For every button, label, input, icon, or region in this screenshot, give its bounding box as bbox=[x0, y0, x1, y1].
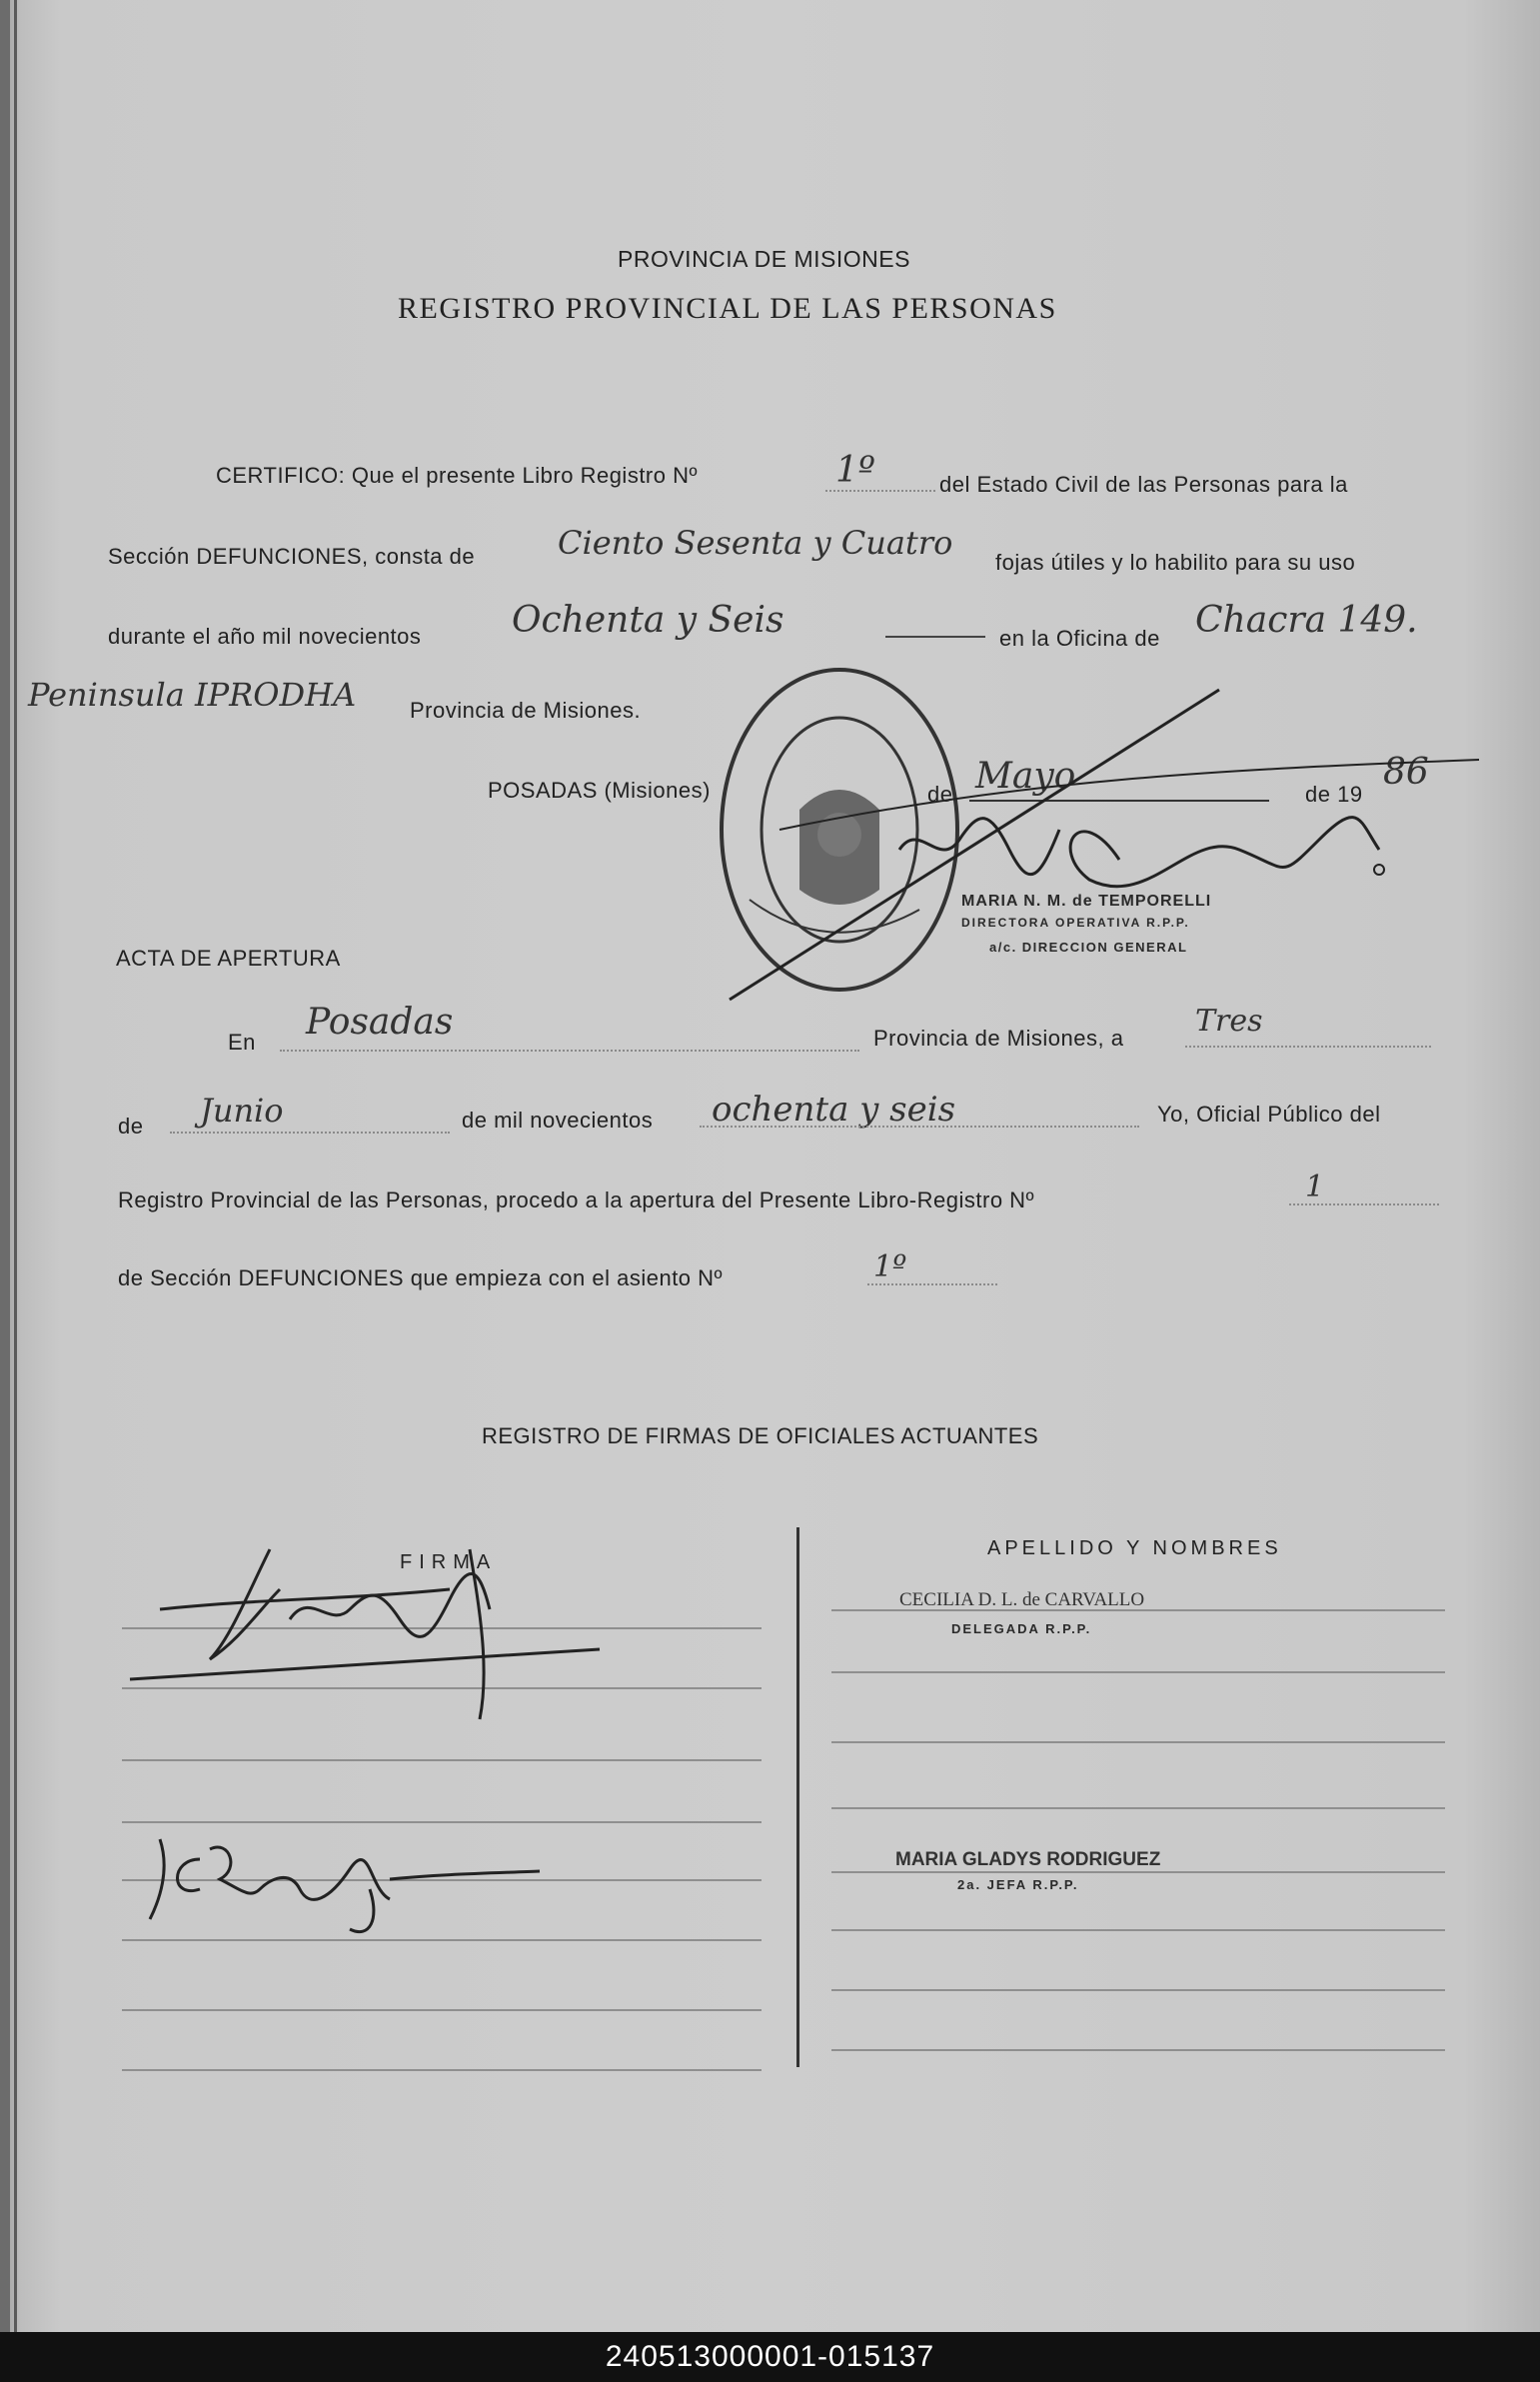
cert-line1-a: CERTIFICO: Que el presente Libro Registro Nº bbox=[216, 463, 699, 488]
cert-line3-b: en la Oficina de bbox=[999, 626, 1160, 651]
registry-heading: REGISTRO PROVINCIAL DE LAS PERSONAS bbox=[398, 292, 1057, 325]
nombre-line-2 bbox=[831, 1671, 1445, 1673]
acta-l2-b: de mil novecientos bbox=[462, 1108, 654, 1133]
cert-line3-hand: Ochenta y Seis bbox=[512, 600, 784, 641]
cert-line2-a: Sección DEFUNCIONES, consta de bbox=[108, 544, 476, 569]
officer-2-name: MARIA GLADYS RODRIGUEZ bbox=[895, 1849, 1161, 1870]
acta-l2-c: Yo, Oficial Público del bbox=[1157, 1102, 1381, 1127]
acta-l3: Registro Provincial de las Personas, procedo a la apertura del Presente Libro-Registro Nº bbox=[118, 1188, 1035, 1212]
officer-1-role: DELEGADA R.P.P. bbox=[951, 1621, 1092, 1636]
cert-line1-b: del Estado Civil de las Personas para la bbox=[939, 472, 1348, 497]
acta-l3-hand: 1 bbox=[1305, 1170, 1325, 1204]
cert-line3-a: durante el año mil novecientos bbox=[108, 624, 422, 649]
firma-line-6 bbox=[122, 1939, 762, 1941]
cert-line4-b: Provincia de Misiones. bbox=[410, 698, 642, 723]
cert-line2-hand: Ciento Sesenta y Cuatro bbox=[558, 524, 953, 562]
acta-l2-hand: Junio bbox=[200, 1092, 284, 1130]
firma-line-8 bbox=[122, 2069, 762, 2071]
binding-shadow bbox=[0, 0, 10, 2332]
cert-line3-hand2: Chacra 149. bbox=[1195, 600, 1418, 641]
firma-line-3 bbox=[122, 1759, 762, 1761]
acta-l4-hand: 1º bbox=[873, 1249, 907, 1284]
acta-l2-blank bbox=[170, 1132, 450, 1134]
signature-1 bbox=[150, 1529, 610, 1729]
acta-l1-hand: Posadas bbox=[306, 1002, 454, 1043]
col-firma: FIRMA bbox=[400, 1551, 498, 1573]
cert-line4-hand: Peninsula IPRODHA bbox=[28, 676, 357, 714]
acta-l1-b: Provincia de Misiones, a bbox=[873, 1026, 1124, 1051]
nombre-line-7 bbox=[831, 1989, 1445, 1991]
place-month: Mayo bbox=[975, 756, 1076, 797]
nombre-line-3 bbox=[831, 1741, 1445, 1743]
place-year: 86 bbox=[1383, 752, 1429, 793]
acta-l1-blank2 bbox=[1185, 1046, 1431, 1048]
document-id: 240513000001-015137 bbox=[605, 2340, 935, 2373]
officer-2-role: 2a. JEFA R.P.P. bbox=[957, 1877, 1079, 1892]
column-divider bbox=[796, 1527, 799, 2067]
acta-heading: ACTA DE APERTURA bbox=[116, 946, 341, 971]
cert-line1-hand: 1º bbox=[835, 450, 875, 491]
nombre-line-6 bbox=[831, 1929, 1445, 1931]
place-de: de bbox=[927, 782, 953, 807]
nombre-line-5 bbox=[831, 1871, 1445, 1873]
page-edge bbox=[14, 0, 17, 2332]
firma-line-4 bbox=[122, 1821, 762, 1823]
acta-l4: de Sección DEFUNCIONES que empieza con el asiento Nº bbox=[118, 1265, 724, 1290]
director-title1: DIRECTORA OPERATIVA R.P.P. bbox=[961, 916, 1190, 930]
acta-l1-en: En bbox=[228, 1030, 256, 1055]
acta-l3-blank bbox=[1289, 1203, 1439, 1205]
place-label: POSADAS (Misiones) bbox=[488, 778, 711, 803]
acta-l2-blank2 bbox=[700, 1126, 1139, 1128]
col-nombres: APELLIDO Y NOMBRES bbox=[987, 1537, 1282, 1559]
cert-line3-dash bbox=[885, 636, 985, 638]
director-name: MARIA N. M. de TEMPORELLI bbox=[961, 893, 1212, 910]
signature-2 bbox=[140, 1829, 560, 1939]
nombre-line-8 bbox=[831, 2049, 1445, 2051]
acta-l4-blank bbox=[867, 1283, 997, 1285]
province-heading: PROVINCIA DE MISIONES bbox=[618, 246, 910, 272]
officer-1-name: CECILIA D. L. de CARVALLO bbox=[899, 1589, 1145, 1610]
acta-l2-hand2: ochenta y seis bbox=[712, 1090, 956, 1130]
place-year-prefix: de 19 bbox=[1305, 782, 1363, 807]
acta-l1-blank bbox=[280, 1050, 859, 1052]
director-signature bbox=[720, 680, 1479, 1020]
cert-line2-b: fojas útiles y lo habilito para su uso bbox=[995, 550, 1356, 575]
footer-bar bbox=[0, 2332, 1540, 2382]
director-title2: a/c. DIRECCION GENERAL bbox=[989, 940, 1188, 955]
nombre-line-4 bbox=[831, 1807, 1445, 1809]
firmas-heading: REGISTRO DE FIRMAS DE OFICIALES ACTUANTES bbox=[482, 1423, 1039, 1448]
acta-l2-de: de bbox=[118, 1114, 144, 1139]
acta-l1-hand2: Tres bbox=[1195, 1004, 1263, 1039]
cert-line1-blank bbox=[825, 490, 935, 492]
firma-line-7 bbox=[122, 2009, 762, 2011]
